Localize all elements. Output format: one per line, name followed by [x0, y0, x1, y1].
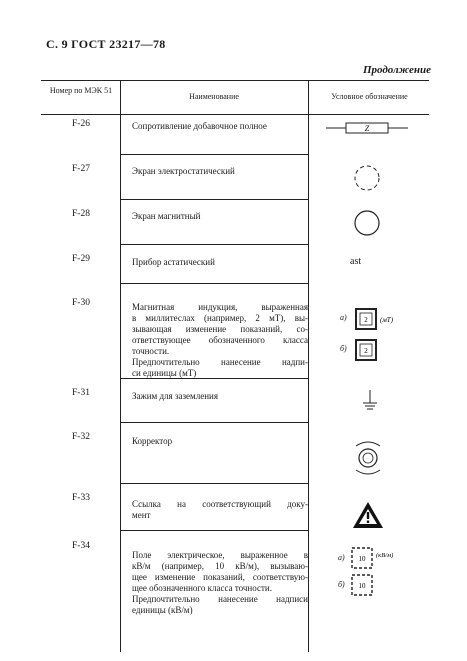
row-number: F-27 [72, 164, 90, 174]
note-line: си единицы (мТ) [132, 368, 197, 378]
name-line: мент [132, 510, 151, 520]
name-line: Магнитная индукция, выраженная [132, 302, 308, 312]
row-name: Зажим для заземления [132, 391, 218, 401]
continuation-label: Продолжение [362, 64, 431, 76]
row-sep [120, 244, 308, 245]
unit-label: (кВ/м) [376, 552, 394, 559]
name-line: Ссылка на соответствующий доку- [132, 499, 308, 509]
row-sep [120, 154, 308, 155]
variant-a-label: а) [338, 553, 345, 562]
box-value: 10 [358, 582, 366, 590]
variant-a-label: а) [340, 313, 347, 322]
electrostatic-screen-icon [352, 163, 382, 193]
note-line: Предпочтительно нанесение надпи- [132, 357, 308, 367]
electric-field-box-a [350, 545, 424, 571]
note-line: единицы (кВ/м) [132, 605, 193, 615]
electric-field-box-b [350, 572, 376, 598]
header-number: Номер по МЭК 51 [49, 86, 113, 95]
row-sep [120, 283, 308, 284]
table-top-rule [41, 80, 429, 81]
row-sep [120, 422, 308, 423]
row-name: Экран магнитный [132, 211, 201, 221]
ground-terminal-icon [360, 388, 380, 414]
row-name: Корректор [132, 436, 173, 446]
row-sep [120, 199, 308, 200]
box-value: 2 [364, 347, 368, 355]
row-number: F-26 [72, 119, 90, 129]
box-value: 2 [364, 316, 368, 324]
name-line: кВ/м (например, 10 кВ/м), вызываю- [132, 561, 308, 571]
magnetic-induction-box-b [354, 338, 380, 362]
row-sep [120, 483, 308, 484]
name-line: щее изменение показаний, соответствую- [132, 572, 308, 582]
row-name: Прибор астатический [132, 257, 215, 267]
variant-b-label: б) [338, 580, 345, 589]
variant-b-label: б) [340, 344, 347, 353]
header-symbol: Условное обозначение [331, 92, 408, 101]
row-number: F-29 [72, 254, 90, 264]
impedance-label: Z [364, 124, 370, 133]
column-divider-2 [308, 80, 309, 652]
corrector-icon [350, 438, 386, 478]
name-line: в миллитеслах (например, 2 мТ), вы- [132, 313, 308, 323]
page-header: С. 9 ГОСТ 23217—78 [46, 37, 166, 51]
magnetic-screen-icon [352, 208, 382, 238]
name-line: точности. [132, 346, 170, 356]
unit-label: (мТ) [380, 316, 394, 324]
row-name-block [132, 302, 308, 379]
warning-reference-icon [351, 500, 385, 530]
row-number: F-30 [72, 298, 90, 308]
row-name-block [132, 550, 308, 616]
note-line: Предпочтительно нанесение надписи [132, 594, 308, 604]
name-line: зывающая изменение показаний, со- [132, 324, 308, 334]
row-name: Сопротивление добавочное полное [132, 121, 267, 131]
row-sep [120, 530, 308, 531]
row-number: F-34 [72, 541, 90, 551]
name-line: ответствующее обозначенного класса [132, 335, 308, 345]
row-number: F-31 [72, 388, 90, 398]
header-name: Наименование [189, 92, 239, 101]
row-number: F-33 [72, 493, 90, 503]
magnetic-induction-box-a [354, 307, 424, 331]
box-value: 10 [358, 555, 366, 563]
name-line: Поле электрическое, выраженное в [132, 550, 308, 560]
table-header-rule [41, 114, 429, 115]
row-number: F-28 [72, 209, 90, 219]
impedance-symbol [318, 118, 418, 138]
row-name: Экран электростатический [132, 166, 235, 176]
name-line: щее обозначенного класса точности. [132, 583, 272, 593]
row-name-block [132, 499, 308, 521]
astatic-symbol-text: ast [350, 256, 362, 267]
row-number: F-32 [72, 432, 90, 442]
